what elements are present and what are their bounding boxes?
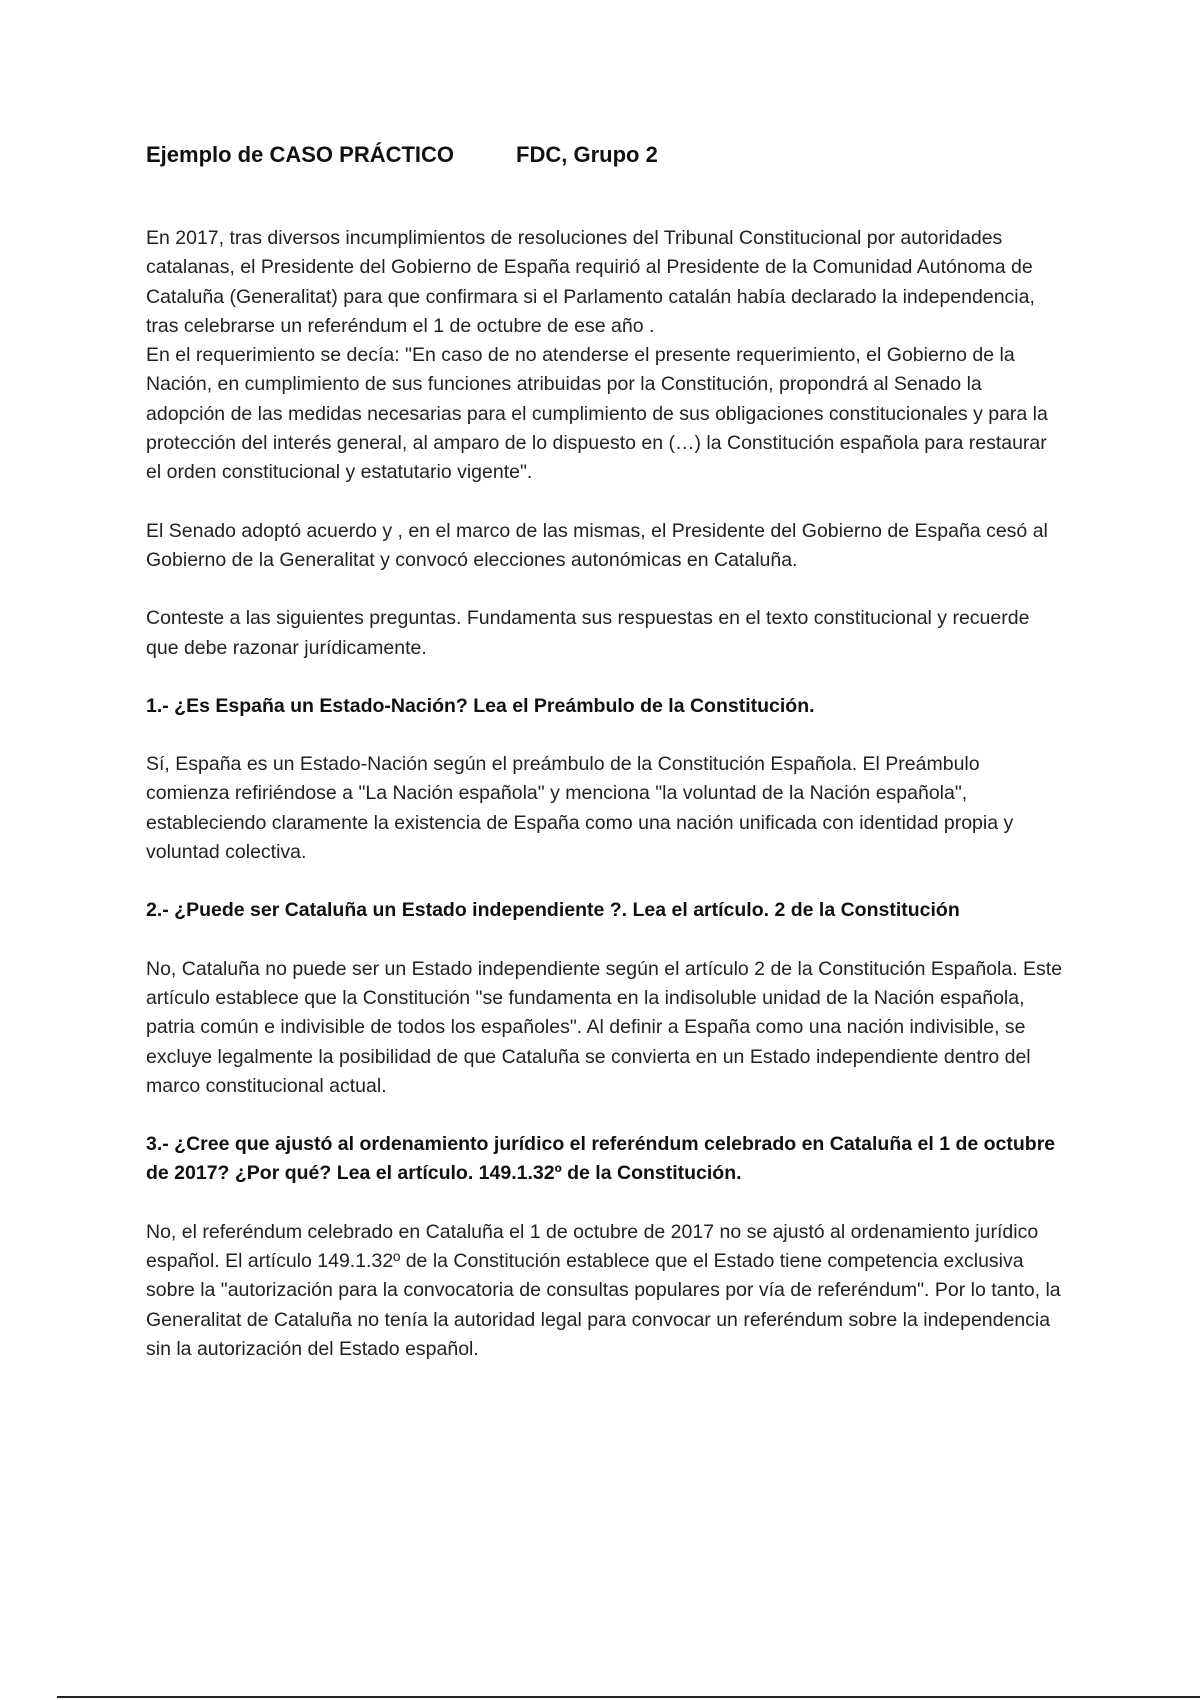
- answer-1: Sí, España es un Estado-Nación según el preámbulo de la Constitución Española. El Preámbulo comienza refiriéndose a "La Nación española" y menciona "la voluntad de la Nación española", estableciendo claramente la existencia de España como una nación unificada con identidad propia y voluntad colectiva.: [146, 753, 1014, 864]
- document-header: [146, 140, 1066, 170]
- document-content: [146, 140, 1066, 1364]
- answer-3: No, el referéndum celebrado en Cataluña el 1 de octubre de 2017 no se ajustó al ordenamiento jurídico español. El artículo 149.1.32º de la Constitución establece que el Estado tiene competencia exclusiva sobre la "autorización para la convocatoria de consultas populares por vía de referéndum". Por lo tanto, la Generalitat de Cataluña no tenía la autoridad legal para convocar un referéndum sobre la independencia sin la autorización del Estado español.: [146, 1220, 1061, 1360]
- question-2: 2.- ¿Puede ser Cataluña un Estado independiente ?. Lea el artículo. 2 de la Constitución: [146, 899, 960, 922]
- question-3: 3.- ¿Cree que ajustó al ordenamiento jurídico el referéndum celebrado en Cataluña el 1 de octubre de 2017? ¿Por qué? Lea el artículo. 149.1.32º de la Constitución.: [146, 1133, 1056, 1185]
- header-group: FDC, Grupo 2: [516, 142, 658, 167]
- answer-2: No, Cataluña no puede ser un Estado independiente según el artículo 2 de la Constitución Española. Este artículo establece que la Constitución "se fundamenta en la indisoluble unidad de la Nación española, patria común e indivisible de todos los españoles". Al definir a España como una nación indivisible, se excluye legalmente la posibilidad de que Cataluña se convierta en un Estado independiente dentro del marco constitucional actual.: [146, 957, 1063, 1097]
- intro-instructions: Conteste a las siguientes preguntas. Fundamenta sus respuestas en el texto constitucional y recuerde que debe razonar jurídicamente.: [146, 607, 1030, 659]
- question-1: 1.- ¿Es España un Estado-Nación? Lea el Preámbulo de la Constitución.: [146, 694, 815, 717]
- footer-divider: [57, 1696, 1200, 1698]
- header-title: Ejemplo de CASO PRÁCTICO: [146, 142, 455, 167]
- intro-paragraph-2: En el requerimiento se decía: "En caso de no atenderse el presente requerimiento, el Gobierno de la Nación, en cumplimiento de sus funciones atribuidas por la Constitución, propondrá al Senado la adopción de las medidas necesarias para el cumplimiento de sus obligaciones constitucionales y para la protección del interés general, al amparo de lo dispuesto en (…) la Constitución española para restaurar el orden constitucional y estatutario vigente".: [146, 344, 1048, 484]
- intro-paragraph-3: El Senado adoptó acuerdo y , en el marco de las mismas, el Presidente del Gobierno de España cesó al Gobierno de la Generalitat y convocó elecciones autonómicas en Cataluña.: [146, 519, 1048, 571]
- intro-paragraph-1: En 2017, tras diversos incumplimientos de resoluciones del Tribunal Constitucional por autoridades catalanas, el Presidente del Gobierno de España requirió al Presidente de la Comunidad Autónoma de Cataluña (Generalitat) para que confirmara si el Parlamento catalán había declarado la independencia, tras celebrarse un referéndum el 1 de octubre de ese año .: [146, 227, 1035, 337]
